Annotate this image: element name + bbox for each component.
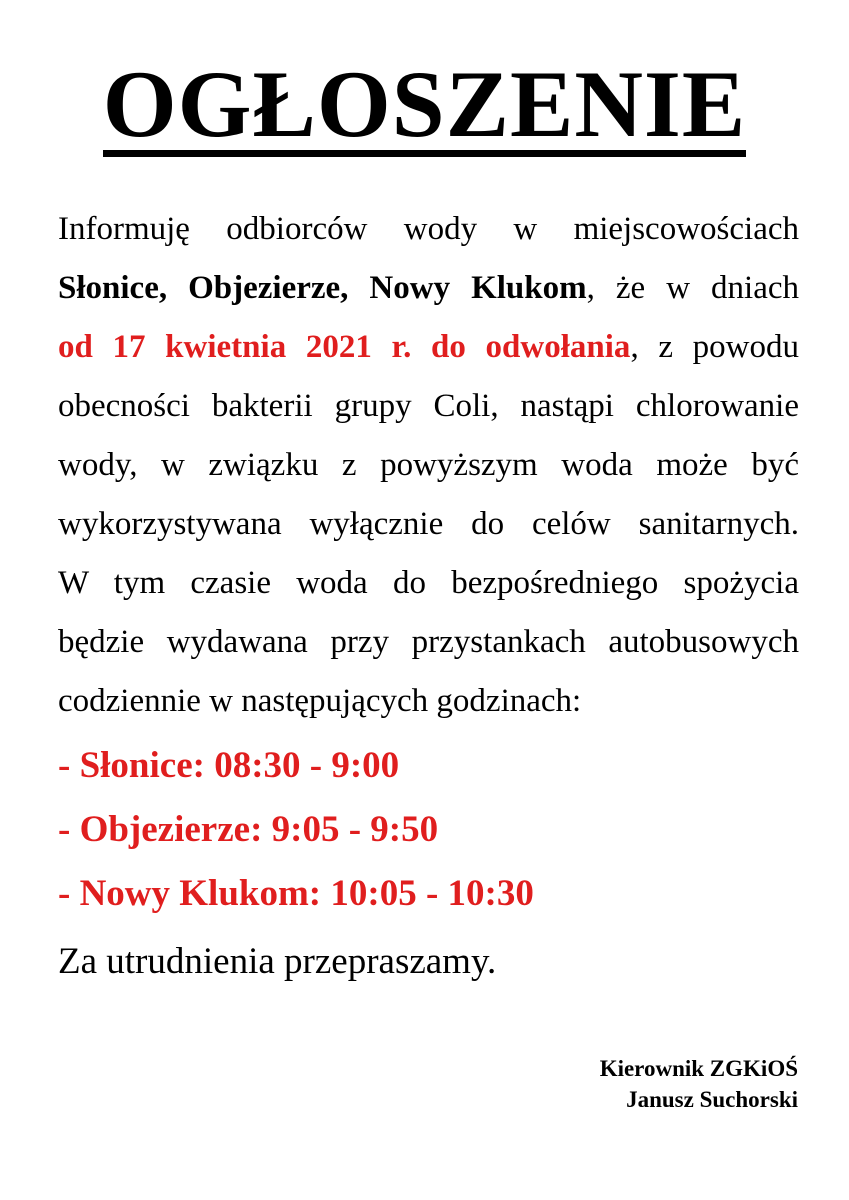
signature-name: Janusz Suchorski	[626, 1087, 798, 1112]
body-line-6: wykorzystywana wyłącznie do celów sanitarnych.	[58, 506, 799, 542]
distribution-schedule	[58, 734, 799, 926]
schedule-item: - Nowy Klukom: 10:05 - 10:30	[58, 873, 534, 914]
body-line-5: wody, w związku z powyższym woda może być	[58, 447, 799, 483]
body-line-2-rest: , że w dniach	[586, 270, 799, 306]
page-title	[0, 51, 849, 157]
body-line-2	[58, 259, 799, 318]
body-line-4: obecności bakterii grupy Coli, nastąpi chlorowanie	[58, 388, 799, 424]
body-line-8: będzie wydawana przy przystankach autobusowych	[58, 624, 799, 660]
date-range: od 17 kwietnia 2021 r. do odwołania	[58, 329, 631, 365]
closing-apology: Za utrudnienia przepraszamy.	[58, 941, 497, 982]
signature-block	[600, 1053, 798, 1115]
announcement-body	[58, 200, 799, 731]
body-line-3	[58, 318, 799, 377]
localities-list: Słonice, Objezierze, Nowy Klukom	[58, 270, 587, 306]
title-text: OGŁOSZENIE	[102, 51, 747, 157]
signature-role: Kierownik ZGKiOŚ	[599, 1056, 798, 1081]
schedule-item: - Objezierze: 9:05 - 9:50	[58, 809, 439, 850]
body-line-9: codziennie w następujących godzinach:	[58, 683, 582, 719]
body-line-3-rest: , z powodu	[630, 329, 799, 365]
schedule-item: - Słonice: 08:30 - 9:00	[58, 745, 400, 786]
body-line-1: Informuję odbiorców wody w miejscowościach	[58, 211, 799, 247]
body-line-7: W tym czasie woda do bezpośredniego spożycia	[58, 565, 799, 601]
